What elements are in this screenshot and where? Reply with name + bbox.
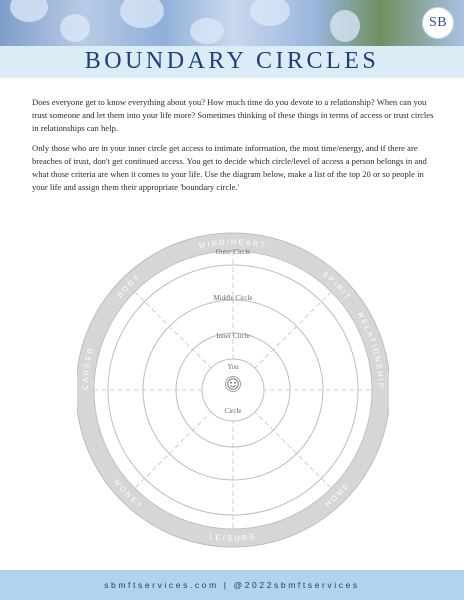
you-label: You (227, 363, 239, 371)
footer-contact[interactable]: sbmftservices.com | @2022sbmftservices (104, 580, 360, 590)
ring-label-home: HOME (323, 480, 352, 509)
ring-label-mind-heart: MIND/HEART (198, 237, 268, 251)
you-circle-label: Circle (224, 407, 242, 415)
ring-label-relationship: RELATIONSHIP (355, 310, 386, 391)
intro-paragraph-2: Only those who are in your inner circle get access to intimate information, the most time/energy, and if there are breaches of trust, don't get continued access. You get to decide which circle/level of access a person belongs in and what those criteria are when it comes to your life. Use the diagram below, make a list of the top 20 or so people in your life and assign them their appropriate 'boundary circle.' (32, 143, 427, 192)
ring-label-career: CAREER (80, 344, 97, 391)
ring-label-spirit: SPIRIT (320, 269, 354, 303)
footer-bar (0, 570, 464, 600)
boundary-circles-diagram (77, 230, 389, 550)
page-title: BOUNDARY CIRCLES (84, 48, 380, 74)
ring-label-money: MONEY (112, 477, 146, 511)
flower-petal (120, 0, 164, 28)
flower-petal (250, 0, 290, 26)
middle-circle-label: Middle Circle (213, 294, 253, 302)
flower-petal (330, 10, 360, 42)
flower-petal (60, 14, 90, 42)
inner-circle-label: Inner Circle (216, 332, 250, 340)
logo-badge: SB (422, 7, 454, 39)
ring-label-leisure: LEISURE (208, 531, 258, 543)
header-photo-banner (0, 0, 464, 46)
flower-petal (10, 0, 48, 22)
outer-circle-label: Outer Circle (215, 248, 251, 256)
ring-label-body: BODY (114, 271, 143, 300)
flower-petal (190, 18, 224, 44)
intro-paragraph-1: Does everyone get to know everything about you? How much time do you devote to a relationship? When can you trust someone and let them into your life more? Sometimes thinking of these things in terms of access or trust circles in relationships can help. (32, 97, 434, 133)
